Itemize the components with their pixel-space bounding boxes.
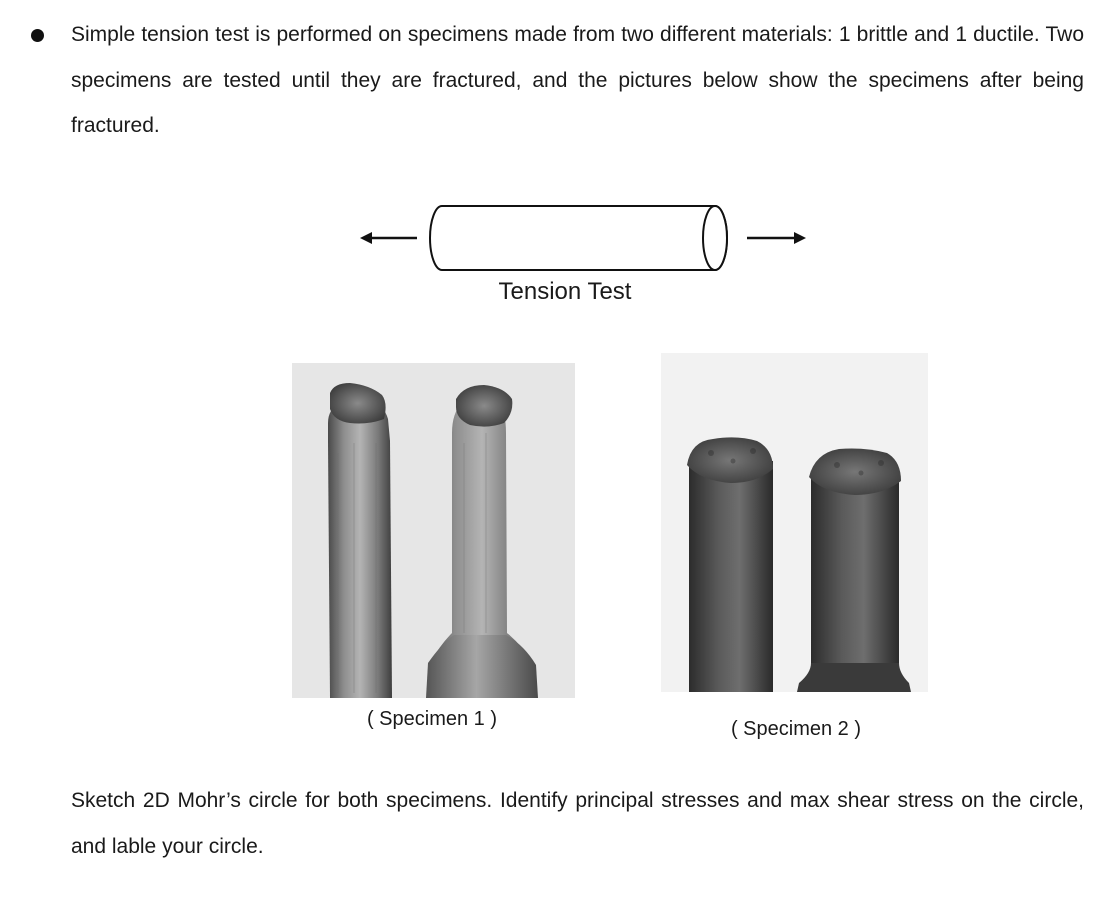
tension-test-diagram [355,198,815,278]
specimen-1-caption: ( Specimen 1 ) [366,708,498,730]
diagram-caption: Tension Test [498,278,632,305]
left-arrow-icon [360,232,417,244]
specimen-2-caption: ( Specimen 2 ) [730,718,862,740]
specimen-1-photo [292,363,575,698]
specimen-2-photo [661,353,928,692]
right-arrow-icon [747,232,806,244]
bullet-point [31,29,44,42]
cylinder-specimen-shape [430,206,727,270]
question-task-text: Sketch 2D Mohr’s circle for both specimens. Identify principal stresses and max shear stress on the circle, and lable your circle. [71,789,1084,858]
question-intro-text: Simple tension test is performed on specimens made from two different materials: 1 brittle and 1 ductile. Two specimens are tested until they are fractured, and the pictures below show the specimens after being fractured. [71,23,1084,137]
